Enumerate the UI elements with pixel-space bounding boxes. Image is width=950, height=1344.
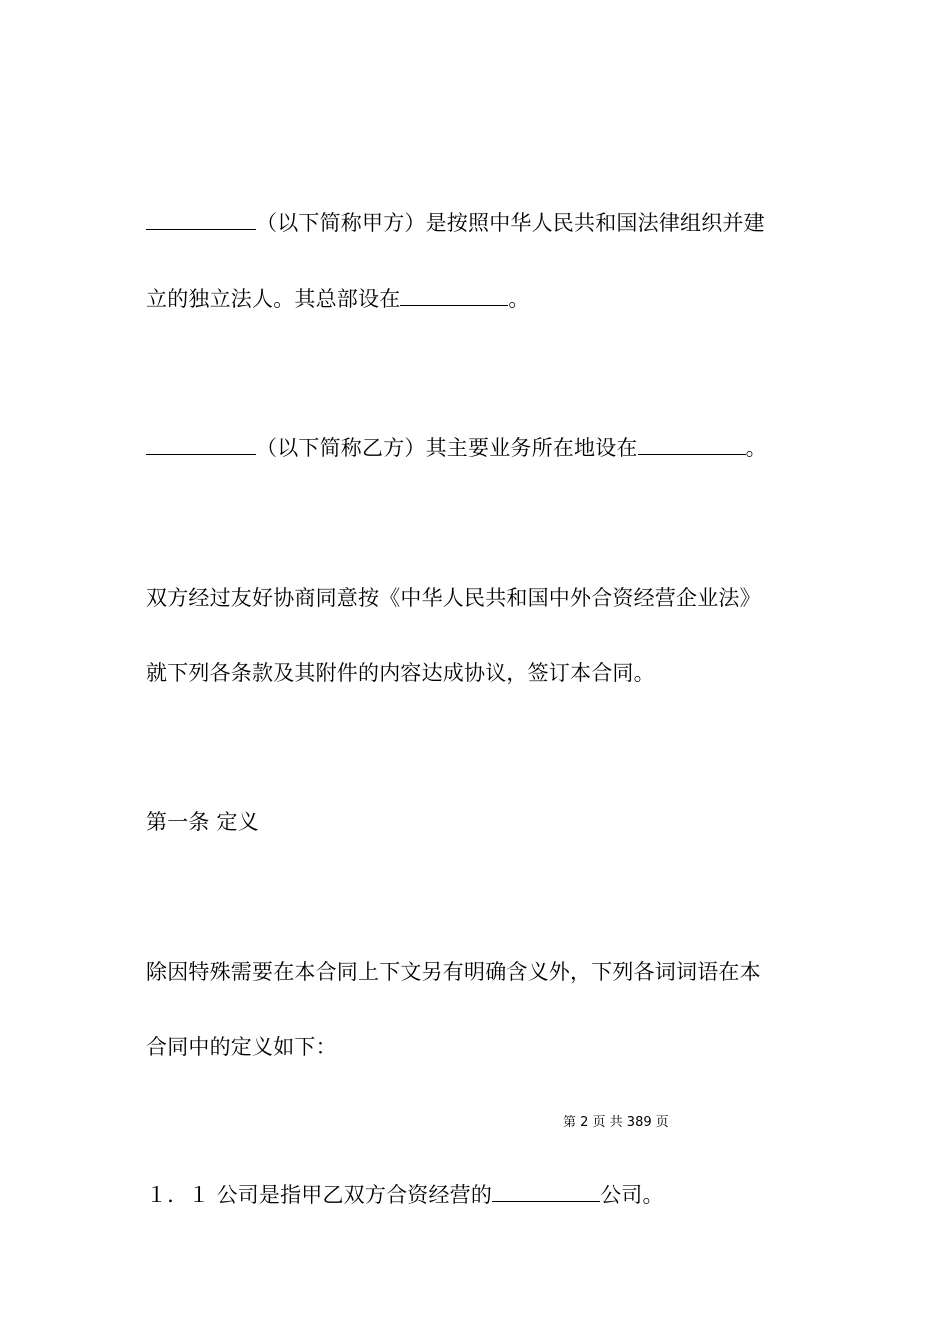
party-a-name-blank[interactable] [146, 211, 256, 230]
clause-text-end: 公司。 [600, 1183, 664, 1207]
party-b-location-blank[interactable] [638, 436, 746, 455]
agreement-line2: 就下列各条款及其附件的内容达成协议，签订本合同。 [146, 661, 655, 685]
definition-intro-line2: 合同中的定义如下： [146, 1035, 337, 1059]
party-a-line1 [146, 209, 765, 237]
clause-text: 公司是指甲乙双方合资经营的 [209, 1183, 493, 1207]
party-a-text2-end: 。 [508, 287, 530, 311]
party-a-hq-blank[interactable] [400, 287, 508, 306]
article-heading: 第一条 定义 [146, 810, 259, 834]
party-a-text2: 立的独立法人。其总部设在 [146, 287, 401, 311]
definition-intro-line1: 除因特殊需要在本合同上下文另有明确含义外，下列各词词语在本 [146, 960, 761, 984]
clause-number: １．１ [146, 1183, 210, 1207]
party-b-text: （以下简称乙方）其主要业务所在地设在 [256, 436, 638, 460]
party-b-text-end: 。 [745, 436, 767, 460]
party-a-line2 [146, 285, 530, 313]
company-name-blank[interactable] [492, 1183, 600, 1202]
party-a-text1: （以下简称甲方）是按照中华人民共和国法律组织并建 [256, 211, 765, 235]
clause-1-1 [146, 1181, 664, 1209]
party-b-name-blank[interactable] [146, 436, 256, 455]
agreement-line1: 双方经过友好协商同意按《中华人民共和国中外合资经营企业法》 [146, 586, 761, 610]
page-number: 第 2 页 共 389 页 [563, 1115, 669, 1130]
party-b-line [146, 434, 767, 462]
